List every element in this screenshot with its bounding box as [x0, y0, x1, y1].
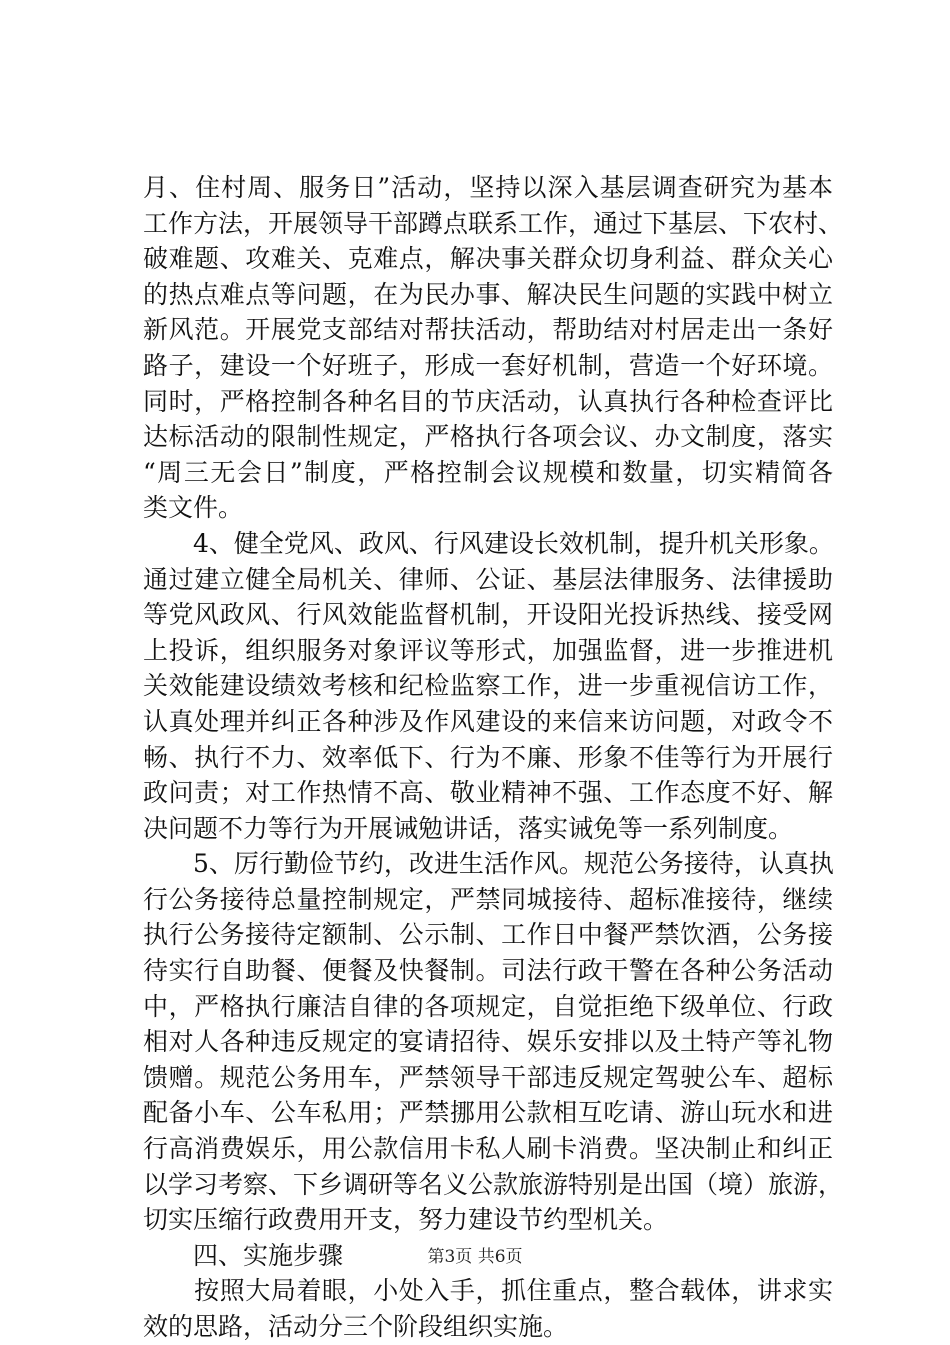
text-line: 5、厉行勤俭节约，改进生活作风。规范公务接待，认真执: [143, 849, 834, 879]
text-line: 政问责；对工作热情不高、敬业精神不强、工作态度不好、解: [143, 778, 833, 808]
text-line: 四、实施步骤: [143, 1240, 344, 1270]
text-line: 行高消费娱乐，用公款信用卡私人刷卡消费。坚决制止和纠正: [143, 1134, 833, 1164]
text-line: 新风范。开展党支部结对帮扶活动，帮助结对村居走出一条好: [143, 315, 833, 345]
text-line: 馈赠。规范公务用车，严禁领导干部违反规定驾驶公车、超标: [143, 1062, 833, 1092]
text-line: 决问题不力等行为开展诫勉讲话，落实诫免等一系列制度。: [143, 813, 794, 843]
text-line: 上投诉，组织服务对象评议等形式，加强监督，进一步推进机: [143, 635, 833, 665]
text-line: 同时，严格控制各种名目的节庆活动，认真执行各种检查评比: [143, 386, 833, 416]
text-line: 月、住村周、服务日”活动，坚持以深入基层调查研究为基本: [143, 173, 833, 202]
text-line: 行公务接待总量控制规定，严禁同城接待、超标准接待，继续: [143, 884, 833, 914]
text-line: 配备小车、公车私用；严禁挪用公款相互吃请、游山玩水和进: [143, 1098, 833, 1128]
text-line: 工作方法，开展领导干部蹲点联系工作，通过下基层、下农村、: [143, 208, 844, 238]
text-line: 切实压缩行政费用开支，努力建设节约型机关。: [143, 1205, 669, 1235]
document-body: [143, 170, 844, 1345]
text-line: 效的思路，活动分三个阶段组织实施。: [143, 1312, 569, 1341]
text-line: 以学习考察、下乡调研等名义公款旅游特别是出国（境）旅游，: [143, 1169, 844, 1199]
text-line: 等党风政风、行风效能监督机制，开设阳光投诉热线、接受网: [143, 600, 833, 630]
text-line: 4、健全党风、政风、行风建设长效机制，提升机关形象。: [143, 528, 834, 558]
page-footer: 第3页 共6页: [427, 1247, 523, 1267]
text-line: 中，严格执行廉洁自律的各项规定，自觉拒绝下级单位、行政: [143, 991, 833, 1021]
text-line: 达标活动的限制性规定，严格执行各项会议、办文制度，落实: [143, 422, 833, 452]
text-line: 破难题、攻难关、克难点，解决事关群众切身利益、群众关心: [143, 244, 833, 274]
text-line: 认真处理并纠正各种涉及作风建设的来信来访问题，对政令不: [143, 706, 833, 736]
text-line: 的热点难点等问题，在为民办事、解决民生问题的实践中树立: [143, 279, 833, 309]
text-line: 相对人各种违反规定的宴请招待、娱乐安排以及土特产等礼物: [143, 1027, 833, 1057]
text-line: 类文件。: [143, 493, 244, 523]
text-line: 关效能建设绩效考核和纪检监察工作，进一步重视信访工作，: [143, 671, 833, 701]
text-line: 按照大局着眼，小处入手，抓住重点，整合载体，讲求实: [143, 1276, 833, 1306]
text-line: 通过建立健全局机关、律师、公证、基层法律服务、法律援助: [143, 564, 833, 594]
text-line: 执行公务接待定额制、公示制、工作日中餐严禁饮酒，公务接: [143, 920, 833, 950]
text-line: 畅、执行不力、效率低下、行为不廉、形象不佳等行为开展行: [143, 742, 833, 772]
text-line: 待实行自助餐、便餐及快餐制。司法行政干警在各种公务活动: [143, 956, 833, 986]
text-line: “周三无会日”制度，严格控制会议规模和数量，切实精简各: [143, 457, 833, 487]
text-line: 路子，建设一个好班子，形成一套好机制，营造一个好环境。: [143, 350, 833, 380]
